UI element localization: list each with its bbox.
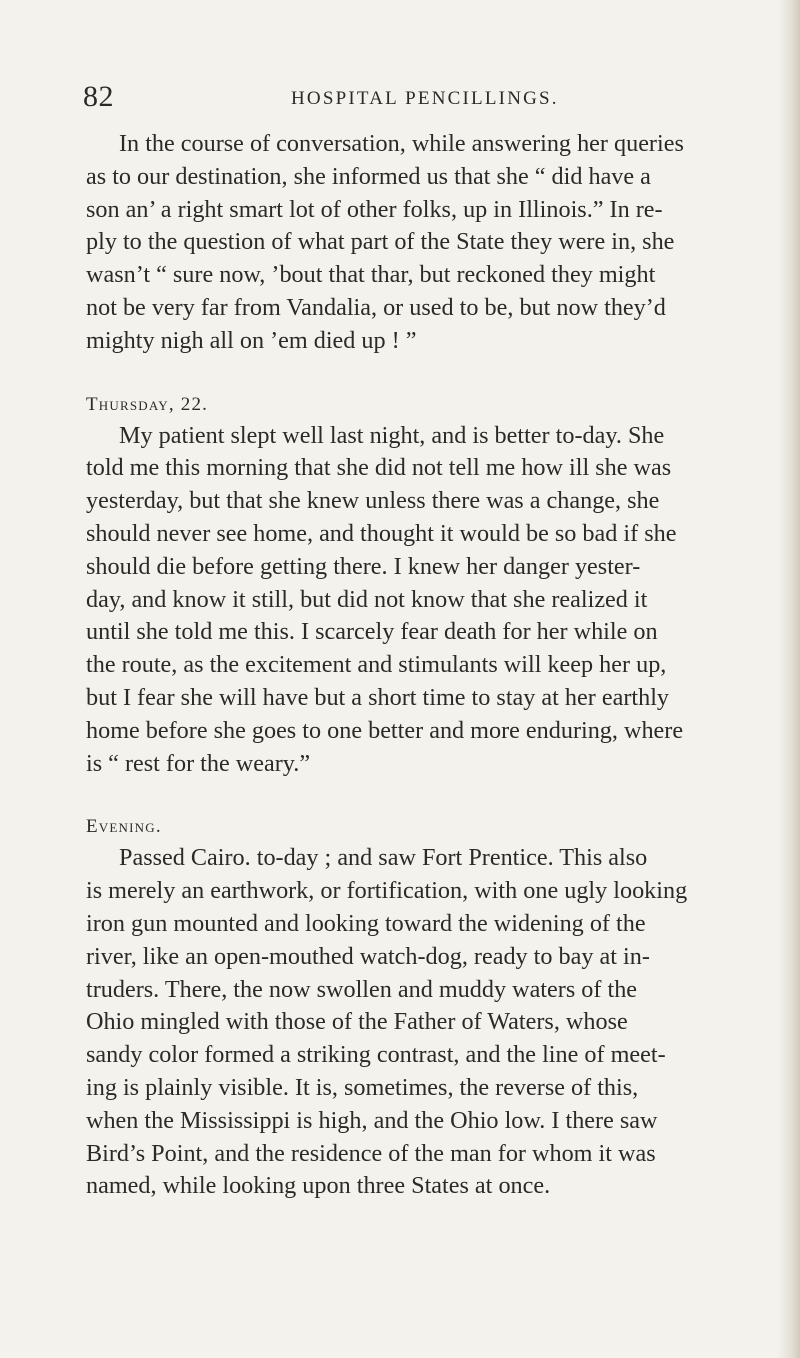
text-line: should never see home, and thought it would be so bad if she [86,519,677,547]
text-line: My patient slept well last night, and is better to-day. She [119,421,665,449]
text-line: iron gun mounted and looking toward the widening of the [86,909,646,937]
paragraph-evening [86,842,710,1203]
section-heading-evening: Evening. [86,816,162,838]
text-line: as to our destination, she informed us that she “ did have a [86,162,651,190]
text-line: is merely an earthwork, or fortification, with one ugly looking [86,877,688,905]
running-head-title: HOSPITAL PENCILLINGS. [291,88,559,109]
text-line: sandy color formed a striking contrast, and the line of meet- [86,1041,666,1069]
text-line: not be very far from Vandalia, or used to be, but now they’d [86,293,666,321]
text-line: ing is plainly visible. It is, sometimes, the reverse of this, [86,1073,639,1101]
section-heading-thursday: Thursday, 22. [86,393,209,415]
text-line: wasn’t “ sure now, ’bout that thar, but reckoned they might [86,261,656,289]
section-gap [86,780,710,812]
running-head [83,80,703,114]
section-gap [86,358,710,390]
text-line: Ohio mingled with those of the Father of Waters, whose [86,1008,628,1036]
text-line: but I fear she will have but a short time to stay at her earthly [86,683,670,711]
text-line: told me this morning that she did not tell me how ill she was [86,454,672,482]
text-line: day, and know it still, but did not know that she realized it [86,585,648,613]
text-line: the route, as the excitement and stimulants will keep her up, [86,651,667,679]
paragraph-thursday [86,420,710,781]
text-line: mighty nigh all on ’em died up ! ” [86,326,417,354]
page-edge-shadow [778,0,800,1358]
text-line: should die before getting there. I knew her danger yester- [86,552,641,580]
text-line: truders. There, the now swollen and muddy waters of the [86,975,638,1003]
text-line: when the Mississippi is high, and the Ohio low. I there saw [86,1106,658,1134]
text-line: yesterday, but that she knew unless there was a change, she [86,487,660,515]
body-text [86,128,710,1203]
text-line: son an’ a right smart lot of other folks, up in Illinois.” In re- [86,195,663,223]
text-line: river, like an open-mouthed watch-dog, ready to bay at in- [86,942,650,970]
text-line: home before she goes to one better and more enduring, where [86,716,684,744]
text-line: Passed Cairo. to-day ; and saw Fort Prentice. This also [119,844,648,872]
page-number: 82 [83,80,114,113]
text-line: is “ rest for the weary.” [86,749,311,777]
paragraph-conversation [86,128,710,358]
text-line: ply to the question of what part of the State they were in, she [86,228,675,256]
text-line: named, while looking upon three States at once. [86,1172,551,1200]
text-line: until she told me this. I scarcely fear death for her while on [86,618,658,646]
text-line: In the course of conversation, while answering her queries [119,130,684,157]
text-line: Bird’s Point, and the residence of the man for whom it was [86,1139,656,1167]
